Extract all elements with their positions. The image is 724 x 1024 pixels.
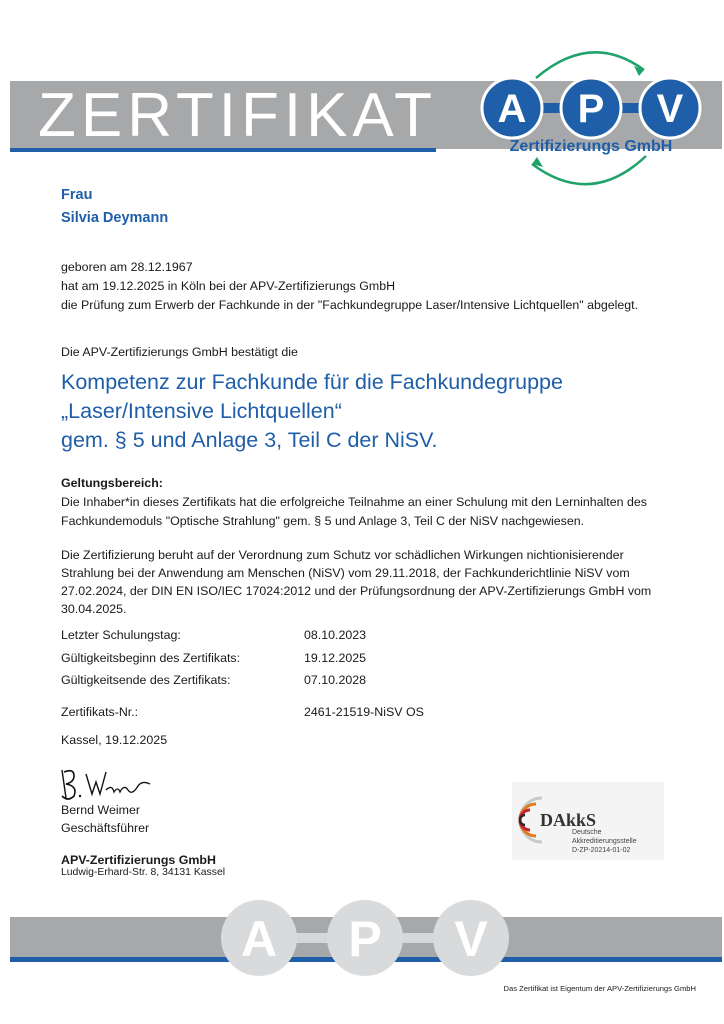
dakks-code: D-ZP-20214-01-02 (572, 847, 631, 854)
dakks-brand: DAkkS (540, 810, 597, 830)
arrow-top-icon (536, 52, 644, 78)
signatory-role: Geschäftsführer (61, 821, 150, 835)
detail-label-cert-no: Zertifikats-Nr.: (61, 705, 139, 719)
detail-value-cert-no: 2461-21519-NiSV OS (304, 705, 424, 719)
detail-value-valid-until: 07.10.2028 (304, 673, 367, 687)
basis-line-2: Strahlung bei der Anwendung am Menschen (NiSV) vom 29.11.2018, der Fachkunderichtlinie NiSV vom (61, 566, 630, 580)
intro-exam: hat am 19.12.2025 in Köln bei der APV-Zertifizierungs GmbH (61, 279, 396, 293)
scope-line-1: Die Inhaber*in dieses Zertifikats hat die erfolgreiche Teilnahme an einer Schulung mit den Lerninhalten des (61, 495, 647, 509)
signature-image (58, 766, 158, 806)
basis-line-3: 27.02.2024, der DIN EN ISO/IEC 17024:2012 und der Prüfungsordnung der APV-Zertifizierungs GmbH vom (61, 584, 652, 598)
footer-letter-p: P (348, 911, 382, 967)
footer-ownership-note: Das Zertifikat ist Eigentum der APV-Zertifizierungs GmbH (503, 984, 696, 993)
dakks-line-1: Deutsche (572, 829, 602, 836)
footer-letter-a: A (240, 911, 278, 967)
logo-letter-v: V (656, 87, 684, 131)
basis-line-1: Die Zertifizierung beruht auf der Verordnung zum Schutz vor schädlichen Wirkungen nichtionisierender (61, 548, 624, 562)
logo-letter-p: P (577, 87, 605, 131)
place-date: Kassel, 19.12.2025 (61, 733, 168, 747)
headline-line-3: gem. § 5 und Anlage 3, Teil C der NiSV. (61, 428, 438, 452)
intro-group: die Prüfung zum Erwerb der Fachkunde in der "Fachkundegruppe Laser/Intensive Lichtquellen" abgelegt. (61, 298, 639, 312)
detail-label-valid-from: Gültigkeitsbeginn des Zertifikats: (61, 651, 241, 665)
headline-line-1: Kompetenz zur Fachkunde für die Fachkundegruppe (61, 370, 563, 394)
scope-title: Geltungsbereich: (61, 476, 163, 490)
arrow-bottom-icon (532, 156, 646, 184)
logo-letter-a: A (497, 87, 527, 131)
detail-value-valid-from: 19.12.2025 (304, 651, 367, 665)
intro-birth: geboren am 28.12.1967 (61, 260, 193, 274)
footer-apv-watermark (205, 893, 525, 983)
apv-logo (466, 36, 716, 196)
detail-label-last-training: Letzter Schulungstag: (61, 628, 181, 642)
detail-value-last-training: 08.10.2023 (304, 628, 367, 642)
detail-label-valid-until: Gültigkeitsende des Zertifikats: (61, 673, 231, 687)
logo-subtitle: Zertifizierungs GmbH (509, 138, 673, 155)
basis-line-4: 30.04.2025. (61, 602, 127, 616)
dakks-line-2: Akkreditierungsstelle (572, 838, 637, 845)
scope-line-2: Fachkundemoduls "Optische Strahlung" gem. § 5 und Anlage 3, Teil C der NiSV nachgewiesen. (61, 514, 585, 528)
confirm-text: Die APV-Zertifizierungs GmbH bestätigt die (61, 345, 298, 359)
company-name: APV-Zertifizierungs GmbH (61, 853, 216, 867)
headline-line-2: „Laser/Intensive Lichtquellen“ (61, 399, 342, 423)
certificate-title: ZERTIFIKAT (38, 81, 438, 150)
dakks-seal (512, 782, 664, 860)
footer-letter-v: V (454, 911, 488, 967)
recipient-name: Silvia Deymann (61, 210, 169, 226)
company-address: Ludwig-Erhard-Str. 8, 34131 Kassel (61, 867, 226, 878)
signatory-name: Bernd Weimer (61, 803, 140, 817)
recipient-salutation: Frau (61, 187, 93, 203)
